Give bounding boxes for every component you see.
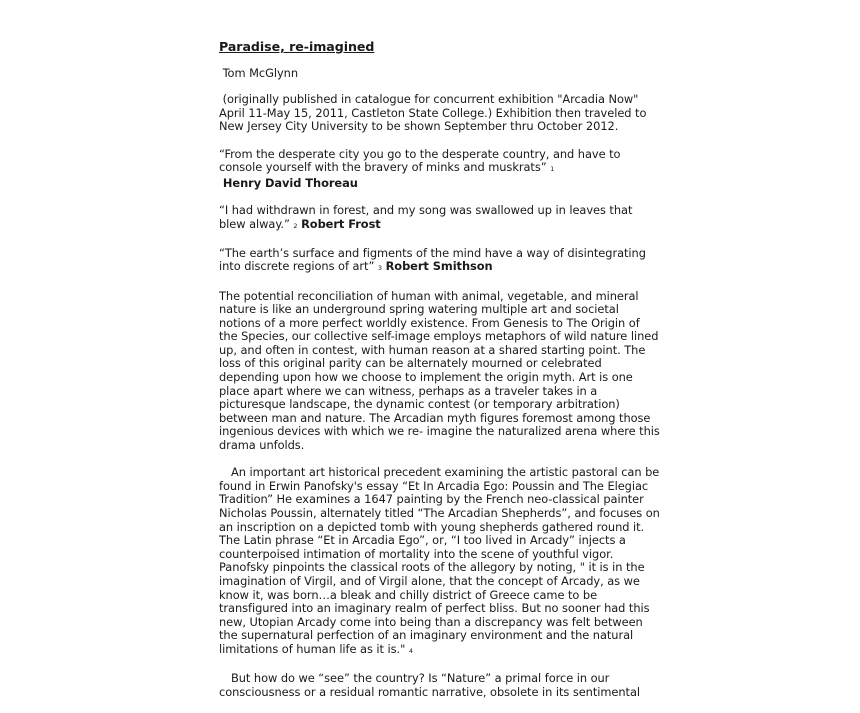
body-paragraph-2	[219, 465, 660, 658]
body-line: The potential reconciliation of human with animal, vegetable, and mineral	[219, 288, 639, 303]
body-line: drama unfolds.	[219, 438, 305, 453]
body-line: found in Erwin Panofsky's essay “Et In Arcadia Ego: Poussin and The Elegiac	[219, 478, 649, 493]
quote-attribution: Robert Frost	[301, 216, 381, 231]
body-line: An important art historical precedent examining the artistic pastoral can be	[231, 465, 660, 480]
body-line: nature is like an underground spring watering multiple art and societal	[219, 302, 619, 317]
article-title: Paradise, re-imagined	[219, 39, 375, 54]
body-line: ingenious devices with which we re- imagine the naturalized arena where this	[219, 424, 660, 439]
body-line: The Latin phrase “Et in Arcadia Ego”, or, “I too lived in Arcady” injects a	[219, 533, 626, 548]
footnote-marker: 3	[377, 264, 382, 273]
publication-note	[219, 93, 649, 134]
quote-line: “From the desperate city you go to the desperate country, and have to	[219, 146, 621, 161]
body-line: Panofsky pinpoints the classical roots of the allegory by noting, " it is in the	[219, 560, 645, 575]
body-line: consciousness or a residual romantic narrative, obsolete in its sentimental	[219, 684, 640, 699]
epigraph-smithson	[219, 247, 649, 276]
body-line: limitations of human life as it is." 4	[219, 641, 413, 656]
body-line: know it, was born…a bleak and chilly district of Greece came to be	[219, 587, 598, 602]
body-paragraph-3	[219, 672, 649, 699]
quote-attribution: Robert Smithson	[385, 259, 493, 274]
body-line: depending upon how we choose to implement the origin myth. Art is one	[219, 370, 633, 385]
quote-line: blew alway.” 2 Robert Frost	[219, 216, 381, 231]
footnote-marker: 1	[550, 165, 555, 174]
quote-attribution: Henry David Thoreau	[222, 175, 358, 190]
body-line: Nicholas Poussin, alternately titled “The Arcadian Shepherds”, and focuses on	[219, 506, 660, 520]
body-line: the supernatural perfection of an imaginary environment and the natural	[219, 628, 634, 643]
footnote-marker: 4	[408, 646, 413, 655]
body-line: between man and nature. The Arcadian myth figures foremost among those	[219, 410, 651, 425]
quote-line: “I had withdrawn in forest, and my song was swallowed up in leaves that	[219, 202, 633, 217]
body-line: new, Utopian Arcady come into being than a discrepancy was felt between	[219, 614, 643, 629]
body-line: loss of this original parity can be alternately mourned or celebrated	[219, 356, 602, 371]
publication-note-line: (originally published in catalogue for concurrent exhibition "Arcadia Now"	[222, 92, 639, 107]
body-line: the Species, our collective self-image employs metaphors of wild nature lined	[219, 329, 659, 344]
author-name: Tom McGlynn	[222, 65, 298, 80]
body-line: counterpoised intimation of mortality into the scene of youthful vigor.	[219, 546, 614, 561]
body-line: place apart where we can witness, perhaps as a traveler takes in a	[219, 383, 598, 398]
body-line: up, and often in contest, with human reason at a shared starting point. The	[219, 342, 646, 357]
body-line: picturesque landscape, the dynamic contest (or temporary arbitration)	[219, 397, 620, 412]
body-line: But how do we “see” the country? Is “Nature” a primal force in our	[231, 671, 610, 686]
body-line: imagination of Virgil, and of Virgil alone, that the concept of Arcady, as we	[219, 573, 640, 588]
epigraph-thoreau	[219, 148, 649, 191]
epigraph-frost	[219, 204, 649, 233]
body-line: notions of a more perfect worldly existence. From Genesis to The Origin of	[219, 315, 640, 330]
footnote-marker: 2	[293, 221, 298, 230]
publication-note-line: April 11-May 15, 2011, Castleton State College.) Exhibition then traveled to	[219, 105, 647, 120]
body-line: an inscription on a depicted tomb with young shepherds gathered round it.	[219, 519, 645, 534]
body-line: Tradition” He examines a 1647 painting by the French neo-classical painter	[219, 492, 644, 507]
body-paragraph-1	[219, 288, 660, 453]
quote-line: “The earth’s surface and figments of the mind have a way of disintegrating	[219, 245, 646, 260]
article-column	[219, 39, 660, 713]
quote-line: console yourself with the bravery of minks and muskrats” 1	[219, 160, 555, 175]
publication-note-line: New Jersey City University to be shown September thru October 2012.	[219, 119, 619, 134]
body-line: transfigured into an imaginary realm of perfect bliss. But no sooner had this	[219, 601, 650, 616]
author-line	[219, 67, 649, 81]
quote-line: into discrete regions of art” 3 Robert Smithson	[219, 259, 493, 274]
